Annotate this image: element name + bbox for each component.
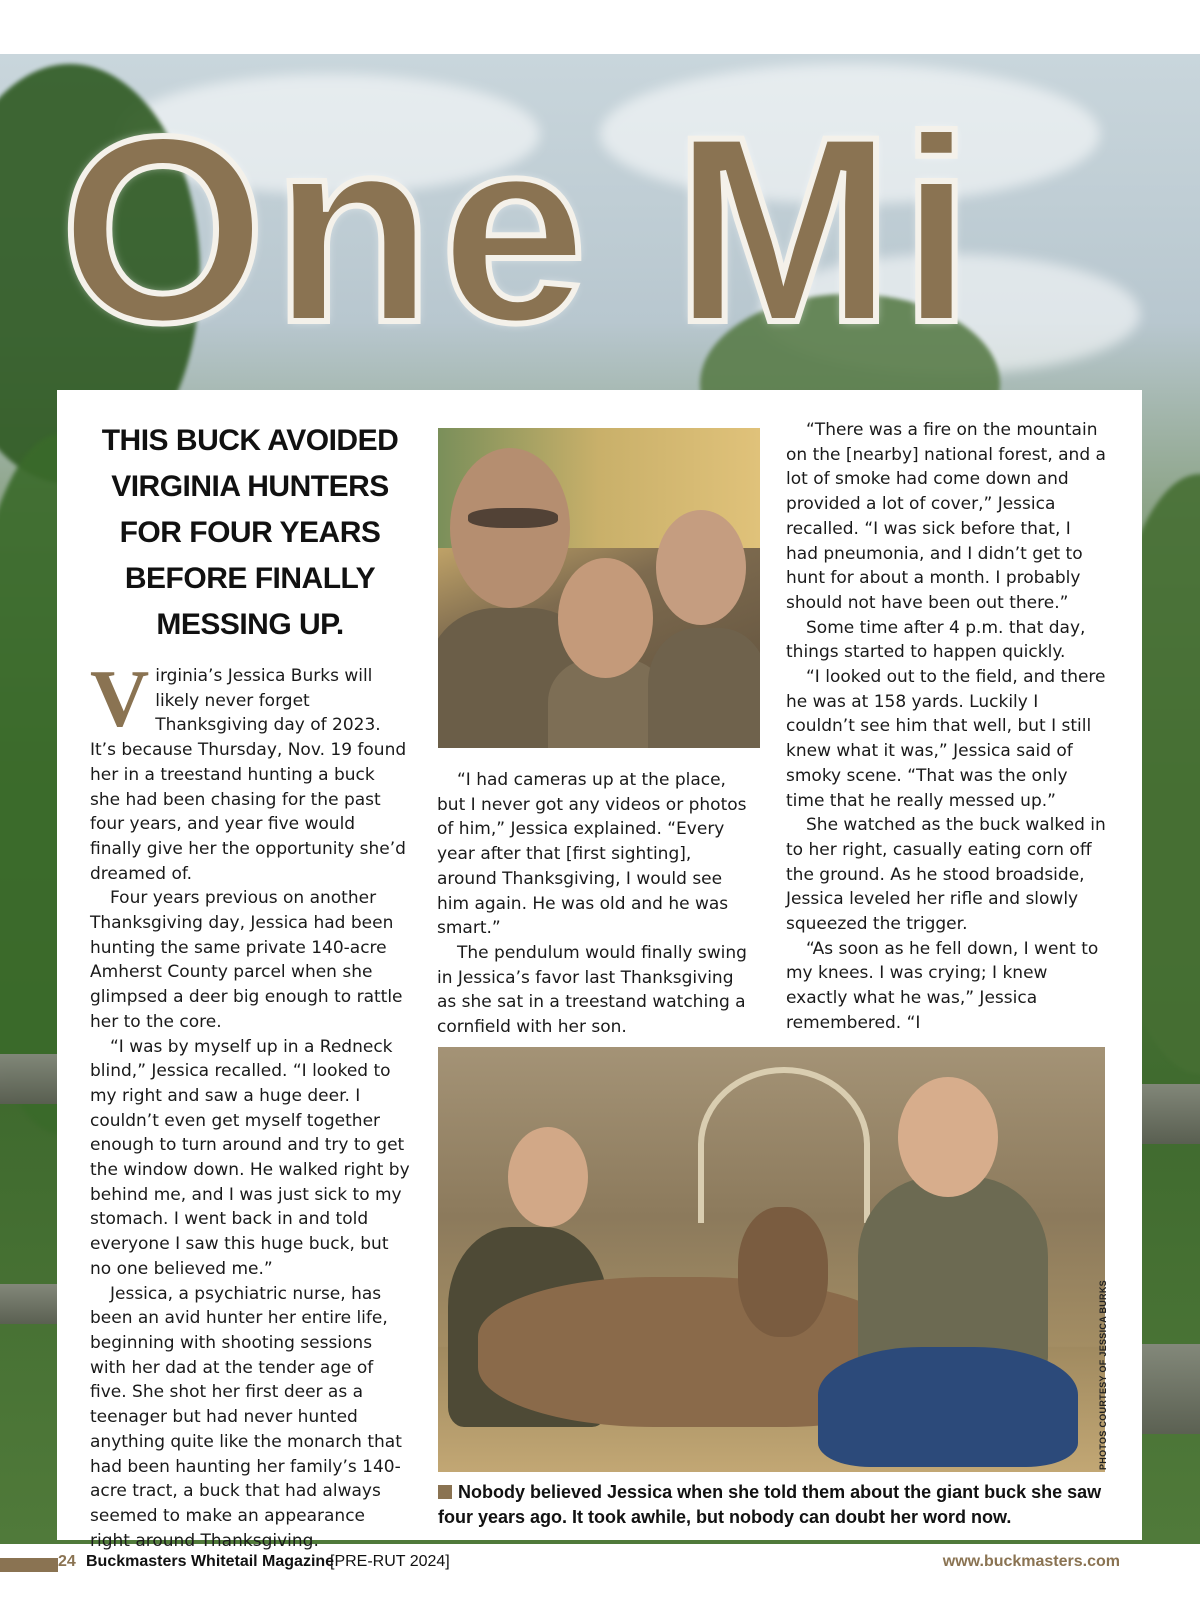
paragraph: irginia’s Jessica Burks will likely never forget Thanksgiving day of 2023. It’s because Thursday, Nov. 19 found her in a treestand hunting a buck she had been chasing for the past four years, and year five would finally give her the opportunity she’d dreamed of. (90, 666, 407, 884)
issue-label: [PRE-RUT 2024] (330, 1553, 450, 1570)
magazine-name: Buckmasters Whitetail Magazine (86, 1553, 335, 1570)
paragraph: “As soon as he fell down, I went to my knees. I was crying; I knew exactly what he was,” Jessica remembered. “I (786, 938, 1099, 1033)
photo-caption (438, 1480, 1118, 1530)
caption-square-icon (438, 1485, 452, 1499)
footer-accent-bar (0, 1558, 58, 1572)
paragraph: “I looked out to the field, and there he was at 158 yards. Luckily I couldn’t see him that well, but I still knew what it was,” Jessica said of smoky scene. “That was the only time that he really messed up.” (786, 667, 1106, 811)
body-column-1 (90, 653, 410, 1553)
paragraph: She watched as the buck walked in to her right, casually eating corn off the ground. As he stood broadside, Jessica leveled her rifle and slowly squeezed the trigger. (786, 815, 1106, 935)
paragraph: Four years previous on another Thanksgiving day, Jessica had been hunting the same private 140-acre Amherst County parcel when she glimpsed a deer big enough to rattle her to the core. (90, 888, 403, 1032)
page-number: 24 (58, 1553, 76, 1570)
caption-text: Nobody believed Jessica when she told them about the giant buck she saw four years ago. It took awhile, but nobody can doubt her word now. (438, 1482, 1102, 1527)
page-footer (0, 1550, 1200, 1580)
paragraph: Some time after 4 p.m. that day, things started to happen quickly. (786, 617, 1086, 663)
paragraph: “There was a fire on the mountain on the [nearby] national forest, and a lot of smoke had come down and provided a lot of cover,” Jessica recalled. “I was sick before that, I had pneumonia, and I didn’t get to hunt for about a month. I probably should not have been out there.” (786, 420, 1106, 613)
photo-credit: PHOTOS COURTESY OF JESSICA BURKS (1098, 1280, 1108, 1470)
paragraph: The pendulum would finally swing in Jessica’s favor last Thanksgiving as she sat in a treestand watching a cornfield with her son. (437, 942, 747, 1038)
selfie-photo (438, 428, 760, 748)
body-column-3 (786, 418, 1106, 1036)
body-column-2 (437, 768, 755, 1040)
drop-cap: V (90, 653, 150, 744)
website-link[interactable]: www.buckmasters.com (942, 1553, 1120, 1570)
article-deck: THIS BUCK AVOIDED VIRGINIA HUNTERS FOR FOUR YEARS BEFORE FINALLY MESSING UP. (101, 424, 399, 641)
paragraph: Jessica, a psychiatric nurse, has been an avid hunter her entire life, beginning with shooting sessions with her dad at the tender age of five. She shot her first deer as a teenager but had never hunted anything quite like the monarch that had been haunting her family’s 140-acre tract, a buck that had always seemed to make an appearance right around Thanksgiving. (90, 1283, 402, 1551)
paragraph: “I was by myself up in a Redneck blind,” Jessica recalled. “I looked to my right and saw a huge deer. I couldn’t even get myself together enough to turn around and try to get the window down. He walked right by behind me, and I was just sick to my stomach. I went back in and told everyone I saw this huge buck, but no one believed me.” (90, 1036, 410, 1279)
buck-photo (438, 1047, 1105, 1472)
headline: One Mi (60, 100, 980, 360)
paragraph: “I had cameras up at the place, but I never got any videos or photos of him,” Jessica explained. “Every year after that [first sighting], around Thanksgiving, I would see him again. He was old and he was smart.” (437, 770, 747, 939)
